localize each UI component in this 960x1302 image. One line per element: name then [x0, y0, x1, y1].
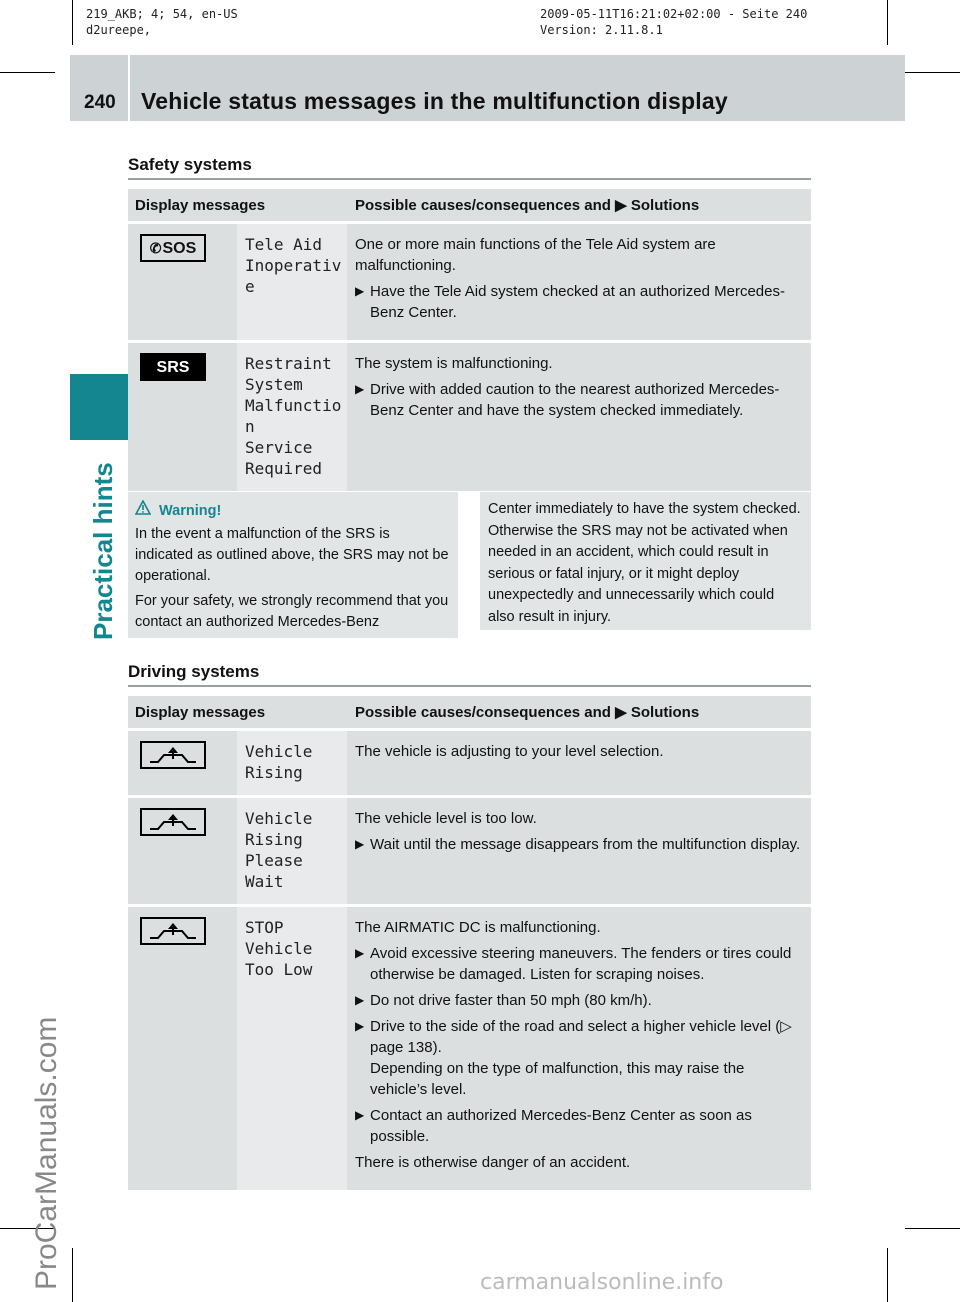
safety-table [128, 186, 811, 494]
watermark: ProCarManuals.com [30, 1016, 63, 1290]
icon-text: SRS [156, 358, 190, 376]
print-meta-left [86, 6, 238, 38]
crop-mark [72, 1248, 73, 1302]
meta-line: d2ureepe, [86, 23, 152, 37]
col-header-prefix: Possible causes/consequences and [355, 704, 611, 721]
cause-text: The system is malfunctioning. [355, 355, 553, 372]
icon-cell [128, 907, 237, 1190]
table-row [128, 343, 811, 491]
icon-text: SOS [162, 239, 197, 257]
warning-text: In the event a malfunction of the SRS is indicated as outlined above, the SRS may not be operational. [135, 526, 449, 584]
display-message: Vehicle Rising Please Wait [237, 798, 347, 904]
step-arrow-icon: ▶ [355, 382, 365, 396]
page-title: Vehicle status messages in the multifunction display [141, 88, 728, 114]
crop-mark [887, 1248, 888, 1302]
col-header-suffix: Solutions [630, 197, 700, 214]
step-text: Drive with added caution to the nearest authorized Mercedes-Benz Center and have the system checked immediately. [370, 381, 780, 419]
warning-heading [135, 500, 451, 522]
step-arrow-icon: ▶ [355, 946, 365, 960]
table-row [128, 907, 811, 1190]
col-header-causes [347, 189, 811, 221]
section-tab-marker [70, 374, 136, 440]
warning-box [128, 492, 458, 638]
col-header-prefix: Possible causes/consequences and [355, 197, 611, 214]
crop-mark [905, 1228, 960, 1229]
cause-text: The AIRMATIC DC is malfunctioning. [355, 919, 601, 936]
step-text: Have the Tele Aid system checked at an authorized Mercedes-Benz Center. [370, 283, 785, 321]
display-message: Restraint System Malfunctio n Service Required [237, 343, 347, 491]
srs-icon [140, 353, 206, 381]
step-arrow-icon: ▶ [355, 993, 365, 1007]
cause-cell [347, 343, 811, 491]
vehicle-level-icon [140, 917, 206, 945]
display-message: Vehicle Rising [237, 731, 347, 795]
step-text: Drive to the side of the road and select a higher vehicle level (▷ page 138). Depending on the type of malfunction, this may raise the vehicle’s level. [370, 1018, 792, 1098]
cause-cell [347, 907, 811, 1190]
crop-mark [72, 0, 73, 45]
table-header-row [128, 189, 811, 221]
icon-cell [128, 731, 237, 795]
warning-label: Warning! [159, 502, 222, 519]
vehicle-level-icon [140, 741, 206, 769]
print-meta-right [540, 6, 807, 38]
cause-text: One or more main functions of the Tele Aid system are malfunctioning. [355, 236, 716, 274]
cause-cell [347, 731, 811, 795]
cause-text: The vehicle level is too low. [355, 810, 537, 827]
page-number: 240 [84, 92, 116, 113]
solution-step [355, 834, 803, 855]
section-title-driving: Driving systems [128, 662, 260, 681]
icon-cell [128, 798, 237, 904]
step-arrow-icon: ▶ [355, 1019, 365, 1033]
table-row [128, 731, 811, 795]
sos-icon: ✆ SOS [140, 234, 206, 262]
section-rule [128, 685, 811, 687]
solution-step [355, 990, 803, 1011]
warning-box-continued [480, 492, 811, 630]
col-header-suffix: Solutions [630, 704, 700, 721]
step-arrow-icon: ▶ [355, 1108, 365, 1122]
header-divider [128, 55, 130, 121]
table-row [128, 798, 811, 904]
solution-step [355, 379, 803, 421]
crop-mark [887, 0, 888, 45]
meta-line: 219_AKB; 4; 54, en-US [86, 7, 238, 21]
section-rule [128, 178, 811, 180]
icon-cell [128, 343, 237, 491]
section-title-safety: Safety systems [128, 155, 252, 174]
step-text: Do not drive faster than 50 mph (80 km/h). [370, 992, 652, 1009]
step-arrow-icon: ▶ [355, 284, 365, 298]
cause-text: The vehicle is adjusting to your level selection. [355, 743, 664, 760]
step-arrow-icon: ▶ [355, 837, 365, 851]
icon-cell [128, 224, 237, 340]
solution-step [355, 281, 803, 323]
warning-triangle-icon [135, 500, 151, 522]
crop-mark [905, 72, 960, 73]
cause-cell [347, 224, 811, 340]
cause-cell [347, 798, 811, 904]
col-header-messages: Display messages [128, 696, 347, 728]
arrow-icon: ▶ [615, 197, 627, 214]
warning-text: Center immediately to have the system checked. Otherwise the SRS may not be activated when needed in an accident, which could result in serious or fatal injury, or it might deploy unexpectedly and unnecessarily which could also result in injury. [488, 501, 801, 625]
col-header-causes [347, 696, 811, 728]
display-message: STOP Vehicle Too Low [237, 907, 347, 1190]
warning-text: For your safety, we strongly recommend that you contact an authorized Mercedes-Benz [135, 593, 449, 630]
display-message: Tele Aid Inoperativ e [237, 224, 347, 340]
step-text: Avoid excessive steering maneuvers. The fenders or tires could otherwise be damaged. Listen for scraping noises. [370, 945, 792, 983]
crop-mark [0, 72, 55, 73]
solution-step [355, 1105, 803, 1147]
meta-line: 2009-05-11T16:21:02+02:00 - Seite 240 [540, 7, 808, 21]
section-tab-label: Practical hints [88, 462, 118, 640]
meta-line: Version: 2.11.8.1 [540, 23, 663, 37]
step-text: Wait until the message disappears from the multifunction display. [370, 836, 801, 853]
step-text: Contact an authorized Mercedes-Benz Center as soon as possible. [370, 1107, 752, 1145]
col-header-messages: Display messages [128, 189, 347, 221]
vehicle-level-icon [140, 808, 206, 836]
driving-table [128, 693, 811, 1193]
arrow-icon: ▶ [615, 704, 627, 721]
solution-step [355, 1016, 803, 1100]
table-row [128, 224, 811, 340]
bottom-watermark: carmanualsonline.info [480, 1270, 724, 1295]
cause-text: There is otherwise danger of an accident. [355, 1154, 631, 1171]
table-header-row [128, 696, 811, 728]
solution-step [355, 943, 803, 985]
